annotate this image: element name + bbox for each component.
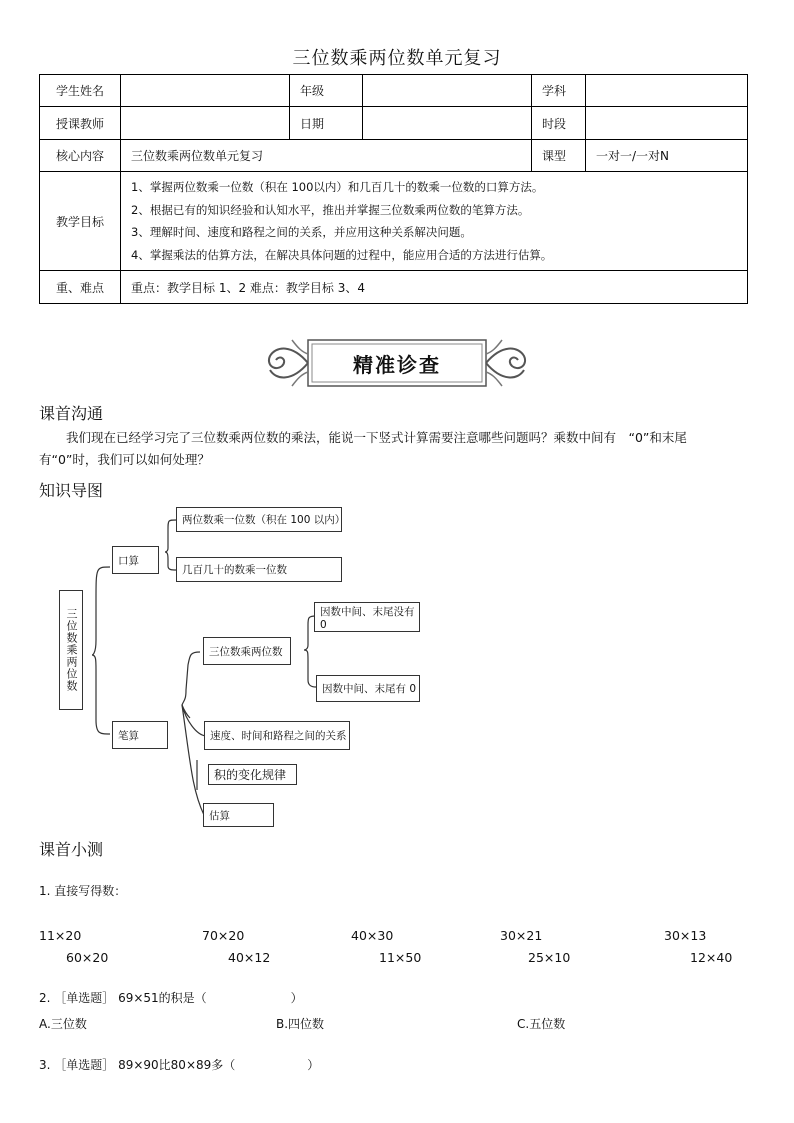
mindmap-root-label: 三位数乘两位数 [65, 608, 78, 692]
mindmap-oral-1: 两位数乘一位数（积在 100 以内） [176, 507, 342, 532]
mindmap-written-2: 速度、时间和路程之间的关系 [204, 721, 350, 750]
goal-item: 4、掌握乘法的估算方法，在解决具体问题的过程中，能应用合适的方法进行估算。 [131, 247, 553, 262]
page-title: 三位数乘两位数单元复习 [292, 48, 502, 69]
key-label: 重、难点 [40, 271, 121, 304]
question-3: 3. ［单选题］ 89×90比80×89多（ ） [39, 1058, 320, 1072]
goal-item: 1、掌握两位数乘一位数（积在 100以内）和几百几十的数乘一位数的口算方法。 [131, 180, 544, 194]
communication-line-1: 我们现在已经学习完了三位数乘两位数的乘法，能说一下竖式计算需要注意哪些问题吗？乘数中间有 “0”和末尾 [66, 430, 687, 445]
core-label: 核心内容 [40, 140, 121, 172]
calc-item: 11×20 [39, 928, 82, 943]
subject-label: 学科 [532, 75, 586, 107]
calc-item: 30×13 [664, 928, 707, 943]
section-heading-mindmap: 知识导图 [39, 481, 104, 500]
goals-label: 教学目标 [40, 172, 121, 271]
type-value: 一对一/一对N [586, 140, 748, 172]
q2-option-a[interactable]: A.三位数 [39, 1017, 87, 1031]
q2-option-c[interactable]: C.五位数 [517, 1017, 566, 1031]
calc-item: 12×40 [690, 950, 733, 965]
grade-label: 年级 [290, 75, 363, 107]
mindmap-written-1b: 因数中间、末尾有 0 [316, 675, 420, 702]
type-label: 课型 [532, 140, 586, 172]
section-heading-quiz: 课首小测 [39, 840, 104, 859]
mindmap-oral-2: 几百几十的数乘一位数 [176, 557, 342, 582]
mindmap-written: 笔算 [112, 721, 168, 749]
mindmap-written-4: 估算 [203, 803, 274, 827]
core-value: 三位数乘两位数单元复习 [121, 140, 532, 172]
mindmap-oral: 口算 [112, 546, 159, 574]
section-heading-communication: 课首沟通 [39, 404, 104, 423]
calc-item: 40×30 [351, 928, 394, 943]
calc-item: 25×10 [528, 950, 571, 965]
key-value: 重点：教学目标 1、2 难点：教学目标 3、4 [121, 271, 748, 304]
mindmap-written-1: 三位数乘两位数 [203, 637, 291, 665]
date-label: 日期 [290, 107, 363, 140]
mindmap-root [59, 590, 83, 710]
calc-item: 60×20 [66, 950, 109, 965]
mindmap-written-3: 积的变化规律 [208, 764, 297, 785]
banner-title: 精准诊查 [353, 352, 441, 377]
period-label: 时段 [532, 107, 586, 140]
goal-item: 2、根据已有的知识经验和认知水平，推出并掌握三位数乘两位数的笔算方法。 [131, 202, 530, 217]
mindmap-written-1a: 因数中间、末尾没有 0 [314, 602, 420, 632]
communication-line-2: 有“0”时，我们可以如何处理？ [39, 452, 210, 467]
calc-item: 11×50 [379, 950, 422, 965]
goal-item: 3、理解时间、速度和路程之间的关系，并应用这种关系解决问题。 [131, 225, 472, 239]
q2-option-b[interactable]: B.四位数 [276, 1017, 325, 1031]
question-1: 1. 直接写得数： [39, 884, 127, 898]
teacher-label: 授课教师 [40, 107, 121, 140]
calc-item: 40×12 [228, 950, 271, 965]
question-2: 2. ［单选题］ 69×51的积是（ ） [39, 991, 303, 1005]
student-label: 学生姓名 [40, 75, 121, 107]
calc-item: 70×20 [202, 928, 245, 943]
calc-item: 30×21 [500, 928, 543, 943]
